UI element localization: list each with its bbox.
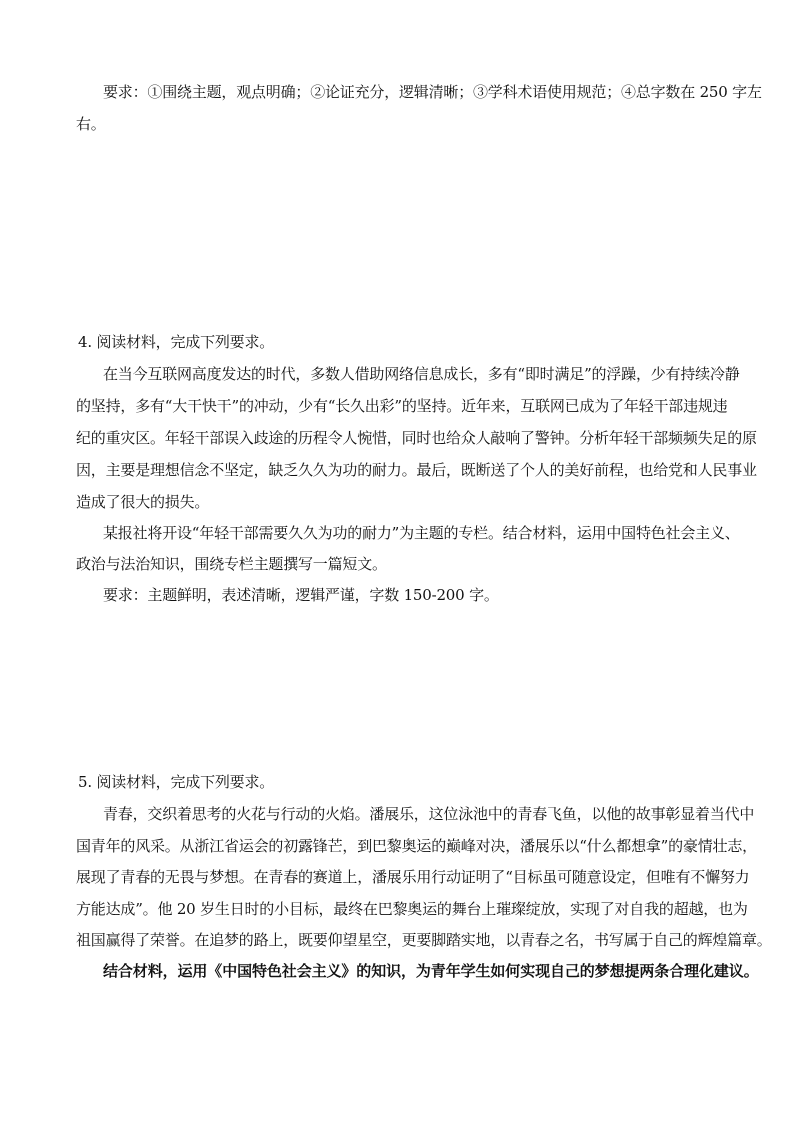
q4-task-line: 某报社将开设“年轻干部需要久久为功的耐力”为主题的专栏。结合材料，运用中国特色社会主义、 — [103, 524, 740, 542]
q5-paragraph-line: 展现了青春的无畏与梦想。在青春的赛道上，潘展乐用行动证明了“目标虽可随意设定，但唯有不懈努力 — [76, 868, 750, 886]
q5-paragraph-line: 方能达成”。他 20 岁生日时的小目标，最终在巴黎奥运的舞台上璀璨绽放，实现了对自我的超越，也为 — [76, 900, 748, 918]
q4-paragraph-line: 因，主要是理想信念不坚定，缺乏久久为功的耐力。最后，既断送了个人的美好前程，也给党和人民事业 — [76, 461, 757, 479]
q4-paragraph-line: 在当今互联网高度发达的时代，多数人借助网络信息成长，多有“即时满足”的浮躁，少有持续冷静 — [103, 365, 740, 383]
q5-paragraph-line: 祖国赢得了荣誉。在追梦的路上，既要仰望星空，更要脚踏实地，以青春之名，书写属于自己的辉煌篇章。 — [76, 931, 772, 949]
q5-paragraph-line: 国青年的风采。从浙江省运会的初露锋芒，到巴黎奥运的巅峰对决，潘展乐以“什么都想拿”的豪情壮志， — [76, 837, 757, 855]
q3-requirement-line-1: 要求：①围绕主题，观点明确；②论证充分，逻辑清晰；③学科术语使用规范；④总字数在 250 字左 — [103, 83, 762, 101]
q4-title: 4. 阅读材料，完成下列要求。 — [78, 333, 275, 351]
q5-task: 结合材料，运用《中国特色社会主义》的知识，为青年学生如何实现自己的梦想提两条合理化建议。 — [103, 962, 759, 980]
q3-requirement-line-2: 右。 — [76, 115, 106, 133]
q5-paragraph-line: 青春，交织着思考的火花与行动的火焰。潘展乐，这位泳池中的青春飞鱼，以他的故事彰显着当代中 — [103, 805, 755, 823]
q4-paragraph-line: 造成了很大的损失。 — [76, 493, 210, 511]
q4-paragraph-line: 的坚持，多有“大干快干”的冲动，少有“长久出彩”的坚持。近年来，互联网已成为了年轻干部违规违 — [76, 397, 728, 415]
q4-task-line: 政治与法治知识，围绕专栏主题撰写一篇短文。 — [76, 555, 387, 573]
q5-title: 5. 阅读材料，完成下列要求。 — [78, 773, 275, 791]
q4-paragraph-line: 纪的重灾区。年轻干部误入歧途的历程令人惋惜，同时也给众人敲响了警钟。分析年轻干部频频失足的原 — [76, 429, 757, 447]
q4-requirement: 要求：主题鲜明，表述清晰，逻辑严谨，字数 150-200 字。 — [103, 586, 499, 604]
